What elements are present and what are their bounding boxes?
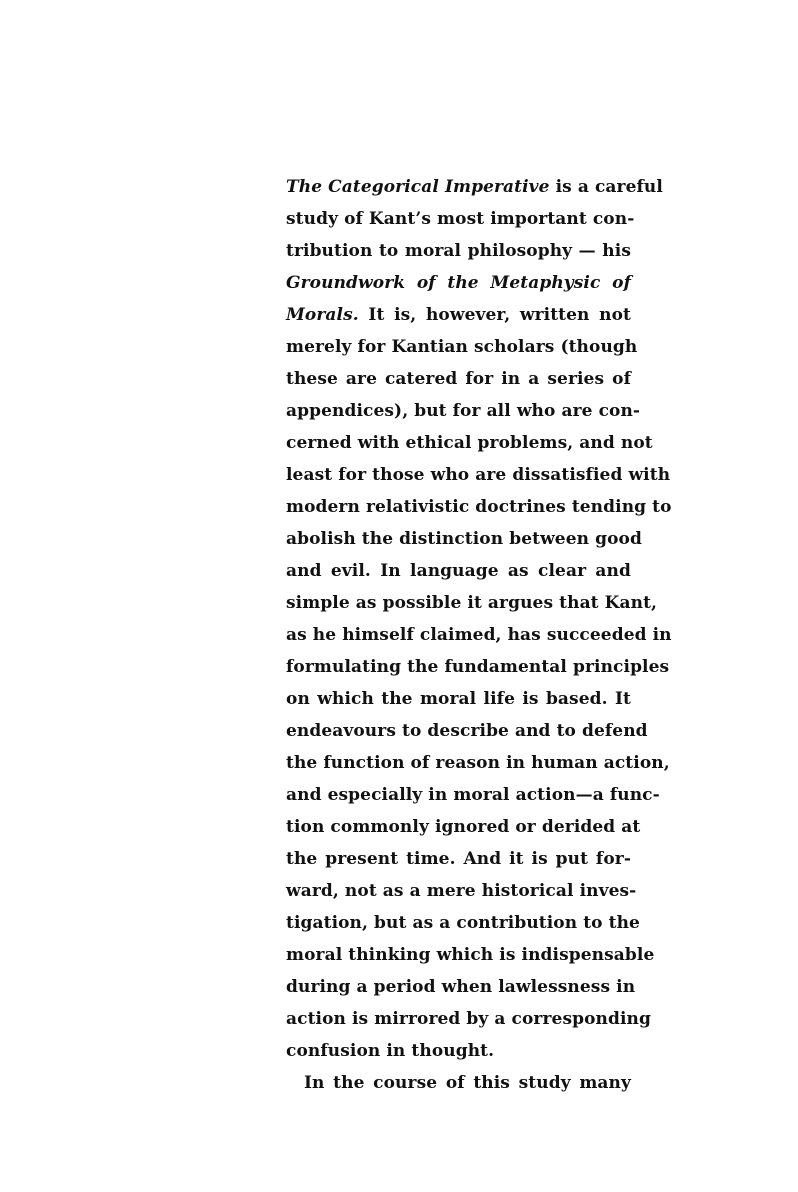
paragraph [286, 171, 672, 1067]
text-run: ward, not as a mere historical inves- [286, 881, 637, 901]
text-line [286, 203, 635, 235]
text-run: is a careful [549, 177, 663, 197]
text-run: It is, however, written not [358, 305, 631, 325]
text-line [286, 875, 637, 907]
text-run: and especially in moral action—a func- [286, 785, 660, 805]
text-run: as he himself claimed, has succeeded in [286, 625, 672, 645]
text-run: moral thinking which is indispensable [286, 945, 655, 965]
text-line [286, 331, 638, 363]
paragraph [286, 1067, 631, 1099]
text-run: during a period when lawlessness in [286, 977, 636, 997]
text-line [286, 587, 658, 619]
text-run: tigation, but as a contribution to the [286, 913, 640, 933]
text-run: least for those who are dissatisfied with [286, 465, 671, 485]
text-line [286, 427, 653, 459]
text-run: formulating the fundamental principles [286, 657, 670, 677]
text-line [286, 491, 672, 523]
italic-text: Morals. [286, 305, 359, 325]
text-line [286, 1067, 631, 1099]
text-line [286, 715, 648, 747]
text-line [286, 907, 640, 939]
text-run: cerned with ethical problems, and not [286, 433, 653, 453]
italic-text: Groundwork of the Metaphysic of [286, 273, 631, 293]
text-run: modern relativistic doctrines tending to [286, 497, 672, 517]
text-line [286, 843, 631, 875]
text-line [286, 363, 631, 395]
text-line [286, 971, 636, 1003]
text-line [286, 1035, 631, 1067]
text-run: abolish the distinction between good [286, 529, 642, 549]
text-line [286, 779, 660, 811]
text-line [286, 235, 631, 267]
text-run: simple as possible it argues that Kant, [286, 593, 658, 613]
text-line [286, 1003, 651, 1035]
text-run: appendices), but for all who are con- [286, 401, 641, 421]
text-run: tribution to moral philosophy — his [286, 241, 631, 261]
text-run: the function of reason in human action, [286, 753, 670, 773]
text-run: the present time. And it is put for- [286, 849, 631, 869]
text-line [286, 683, 631, 715]
text-line [286, 747, 670, 779]
text-line [286, 651, 670, 683]
text-run: In the course of this study many [304, 1073, 631, 1093]
text-line [286, 267, 631, 299]
blurb-text [286, 171, 672, 1099]
text-line [286, 299, 631, 331]
text-line [286, 459, 671, 491]
italic-text: The Categorical Imperative [286, 177, 550, 197]
text-run: these are catered for in a series of [286, 369, 631, 389]
text-run: study of Kant’s most important con- [286, 209, 635, 229]
text-run: tion commonly ignored or derided at [286, 817, 641, 837]
text-line [286, 555, 631, 587]
text-line [286, 619, 672, 651]
text-line [286, 523, 642, 555]
text-run: merely for Kantian scholars (though [286, 337, 638, 357]
text-line [286, 171, 663, 203]
text-line [286, 811, 641, 843]
text-run: on which the moral life is based. It [286, 689, 631, 709]
text-run: and evil. In language as clear and [286, 561, 631, 581]
text-run: action is mirrored by a corresponding [286, 1009, 651, 1029]
text-run: endeavours to describe and to defend [286, 721, 648, 741]
text-line [286, 395, 641, 427]
text-run: confusion in thought. [286, 1041, 495, 1061]
text-line [286, 939, 655, 971]
